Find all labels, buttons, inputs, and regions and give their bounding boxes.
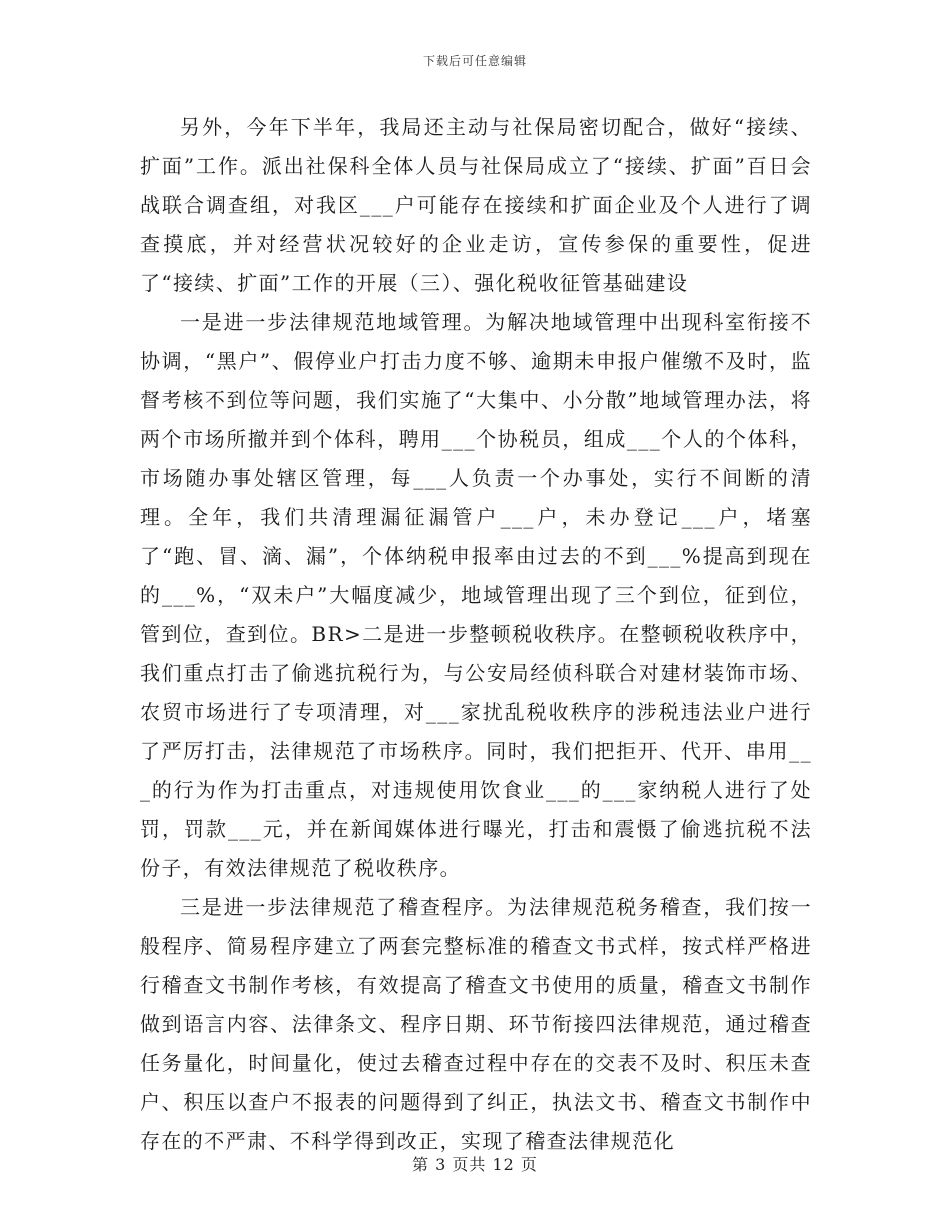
page-number: 第 3 页共 12 页 [412, 1155, 538, 1174]
paragraph-inspection-procedure: 三是进一步法律规范了稽查程序。为法律规范税务稽查，我们按一般程序、简易程序建立了两套完整标准的稽查文书式样，按式样严格进行稽查文书制作考核，有效提高了稽查文书使用的质量，稽查文书制作做到语言内容、法律条文、程序日期、环节衔接四法律规范，通过稽查任务量化，时间量化，使过去稽查过程中存在的交表不及时、积压未查户、积压以查户不报表的问题得到了纠正，执法文书、稽查文书制作中存在的不严肃、不科学得到改正，实现了稽查法律规范化 [140, 895, 812, 1153]
document-body [140, 108, 812, 1161]
paragraph-social-insurance: 另外，今年下半年，我局还主动与社保局密切配合，做好“接续、扩面”工作。派出社保科全体人员与社保局成立了“接续、扩面”百日会战联合调查组，对我区___户可能存在接续和扩面企业及个人进行了调查摸底，并对经营状况较好的企业走访，宣传参保的重要性，促进了“接续、扩面”工作的开展（三）、强化税收征管基础建设 [140, 115, 812, 295]
page-header-note: 下载后可任意编辑 [422, 54, 527, 68]
paragraph-regional-management: 一是进一步法律规范地域管理。为解决地域管理中出现科室衔接不协调，“黑户”、假停业户打击力度不够、逾期未申报户催缴不及时，监督考核不到位等问题，我们实施了“大集中、小分散”地域管理办法，将两个市场所撤并到个体科，聘用___个协税员，组成___个人的个体科，市场随办事处辖区管理，每___人负责一个办事处，实行不间断的清理。全年，我们共清理漏征漏管户___户，未办登记___户，堵塞了“跑、冒、滴、漏”，个体纳税申报率由过去的不到___%提高到现在的___%，“双未户”大幅度减少，地域管理出现了三个到位，征到位，管到位，查到位。BR>二是进一步整顿税收秩序。在整顿税收秩序中，我们重点打击了偷逃抗税行为，与公安局经侦科联合对建材装饰市场、农贸市场进行了专项清理，对___家扰乱税收秩序的涉税违法业户进行了严厉打击，法律规范了市场秩序。同时，我们把拒开、代开、串用___的行为作为打击重点，对违规使用饮食业___的___家纳税人进行了处罚，罚款___元，并在新闻媒体进行曝光，打击和震慑了偷逃抗税不法份子，有效法律规范了税收秩序。 [140, 310, 812, 880]
